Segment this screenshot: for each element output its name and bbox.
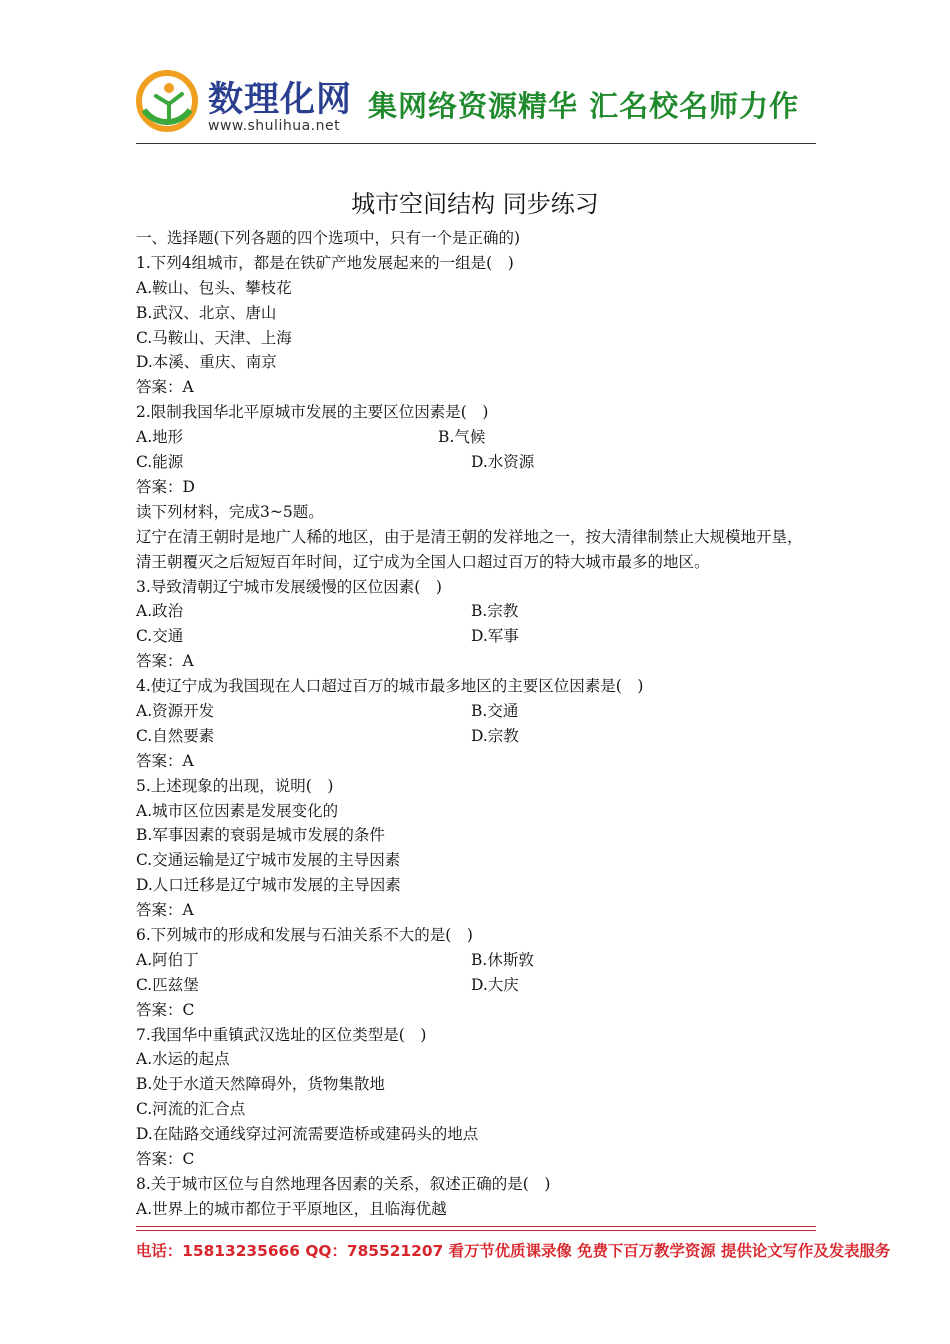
q2-options-row2 (136, 450, 816, 475)
q6-option-b: B.休斯敦 (471, 950, 534, 969)
q7-option-b: B.处于水道天然障碍外，货物集散地 (136, 1075, 385, 1094)
q3-option-c: C.交通 (136, 627, 184, 646)
q3-options-row2 (136, 624, 816, 649)
q4-answer: 答案：A (136, 751, 194, 770)
q2-stem: 2.限制我国华北平原城市发展的主要区位因素是( ) (136, 403, 489, 422)
q7-option-c: C.河流的汇合点 (136, 1100, 246, 1119)
header-slogan: 集网络资源精华 汇名校名师力作 (368, 89, 800, 123)
reading-intro: 读下列材料，完成3~5题。 (136, 502, 324, 521)
reading-passage: 辽宁在清王朝时是地广人稀的地区，由于是清王朝的发祥地之一，按大清律制禁止大规模地开垦，清王朝覆灭之后短短百年时间，辽宁成为全国人口超过百万的特大城市最多的地区。 (136, 527, 803, 571)
q3-option-a: A.政治 (136, 602, 184, 621)
q5-option-a: A.城市区位因素是发展变化的 (136, 801, 339, 820)
q6-options-row1 (136, 948, 816, 973)
q7-stem: 7.我国华中重镇武汉选址的区位类型是( ) (136, 1025, 427, 1044)
q6-stem: 6.下列城市的形成和发展与石油关系不大的是( ) (136, 925, 473, 944)
q2-option-c: C.能源 (136, 453, 184, 472)
q4-stem: 4.使辽宁成为我国现在人口超过百万的城市最多地区的主要区位因素是( ) (136, 677, 644, 696)
brand-name: 数理化网 (208, 80, 353, 120)
q4-option-d: D.宗教 (471, 726, 519, 745)
section-heading: 一、选择题(下列各题的四个选项中，只有一个是正确的) (136, 229, 521, 247)
q6-option-d: D.大庆 (471, 975, 519, 994)
footer-contact: 电话：15813235666 QQ：785521207 看万节优质课录像 免费下百万教学资源 提供论文写作及发表服务 (136, 1242, 891, 1260)
q2-option-b: B.气候 (438, 428, 486, 447)
document-body (136, 226, 816, 1222)
q2-option-d: D.水资源 (471, 453, 535, 472)
q5-option-b: B.军事因素的衰弱是城市发展的条件 (136, 826, 385, 845)
q5-option-d: D.人口迁移是辽宁城市发展的主导因素 (136, 876, 401, 895)
footer-divider (136, 1226, 816, 1227)
q2-answer: 答案：D (136, 477, 195, 496)
q1-option-a: A.鞍山、包头、攀枝花 (136, 278, 292, 297)
q3-options-row1 (136, 599, 816, 624)
q4-options-row1 (136, 699, 816, 724)
q1-option-b: B.武汉、北京、唐山 (136, 303, 277, 322)
q2-options-row1 (136, 425, 816, 450)
q1-answer: 答案：A (136, 378, 194, 397)
footer-divider-thin (136, 1230, 816, 1231)
q5-answer: 答案：A (136, 901, 194, 920)
q4-option-b: B.交通 (471, 701, 519, 720)
brand-url[interactable]: www.shulihua.net (208, 118, 341, 134)
q2-option-a: A.地形 (136, 428, 184, 447)
q6-option-c: C.匹兹堡 (136, 975, 199, 994)
q5-stem: 5.上述现象的出现，说明( ) (136, 776, 334, 795)
q3-option-d: D.军事 (471, 627, 519, 646)
q6-option-a: A.阿伯丁 (136, 950, 199, 969)
q6-answer: 答案：C (136, 1000, 195, 1019)
q7-option-a: A.水运的起点 (136, 1050, 230, 1069)
q1-option-c: C.马鞍山、天津、上海 (136, 328, 292, 347)
q4-option-c: C.自然要素 (136, 726, 215, 745)
q1-stem: 1.下列4组城市，都是在铁矿产地发展起来的一组是( ) (136, 253, 514, 272)
q3-option-b: B.宗教 (471, 602, 519, 621)
logo-icon (136, 70, 198, 132)
q7-answer: 答案：C (136, 1149, 195, 1168)
q8-stem: 8.关于城市区位与自然地理各因素的关系，叙述正确的是( ) (136, 1174, 551, 1193)
q3-answer: 答案：A (136, 652, 194, 671)
q6-options-row2 (136, 973, 816, 998)
q5-option-c: C.交通运输是辽宁城市发展的主导因素 (136, 851, 401, 870)
q1-option-d: D.本溪、重庆、南京 (136, 353, 277, 372)
q7-option-d: D.在陆路交通线穿过河流需要造桥或建码头的地点 (136, 1125, 479, 1144)
q4-option-a: A.资源开发 (136, 701, 215, 720)
document-title: 城市空间结构 同步练习 (351, 190, 599, 218)
site-header (136, 68, 816, 144)
q8-option-a: A.世界上的城市都位于平原地区，且临海优越 (136, 1199, 447, 1218)
header-divider (136, 143, 816, 144)
q3-stem: 3.导致清朝辽宁城市发展缓慢的区位因素( ) (136, 577, 442, 596)
q4-options-row2 (136, 724, 816, 749)
